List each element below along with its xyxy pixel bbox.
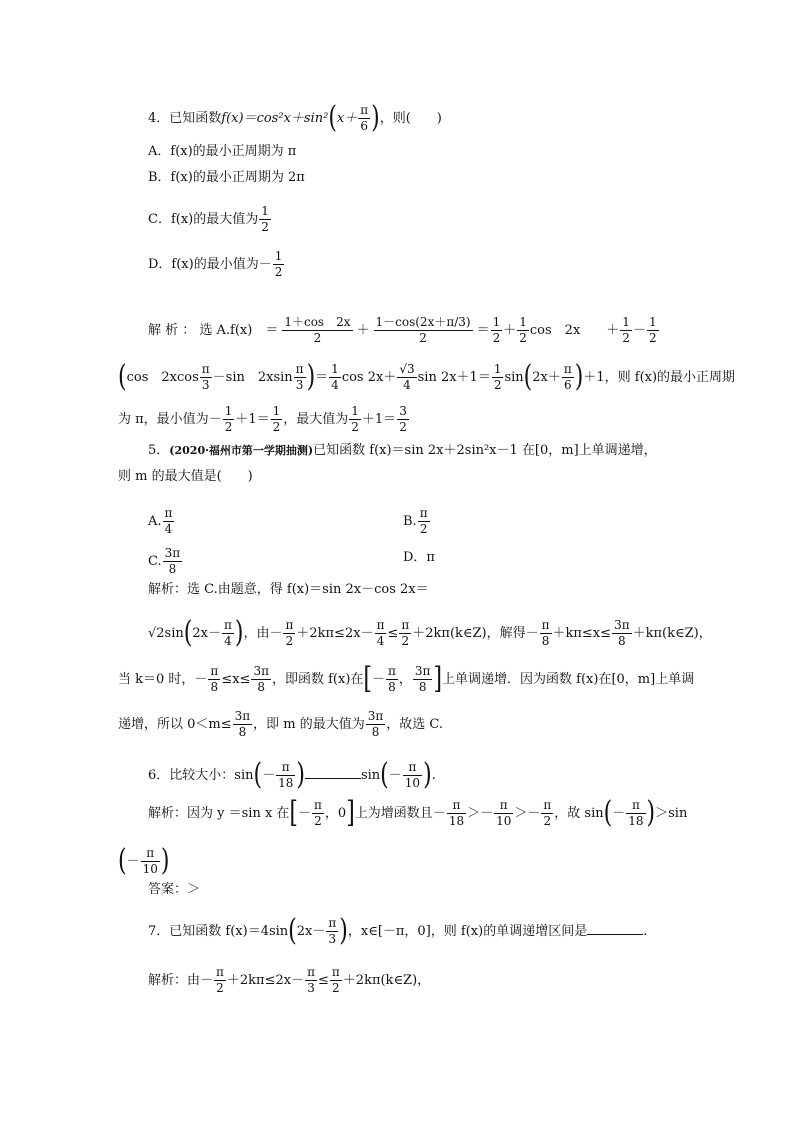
fraction: $\frac{\pi}{18}$ [628, 798, 644, 828]
fraction: $\frac{3\pi}{8}$ [164, 546, 181, 576]
q6-solution-line1: 解析：因为 y ＝sin x 在[－ $\frac{\pi}{2}$ ，0]上为增函数且－ $\frac{\pi}{18}$ ＞－ $\frac{\pi}{10}$ ＞－ $\frac{\pi}{2}$ ，故 sin(－ $\frac{\pi}{18}$ )＞sin [148, 795, 688, 830]
fraction: $\frac{\pi}{4}$ [223, 618, 232, 648]
fraction: $\frac{\pi}{18}$ [448, 798, 465, 828]
fraction: $\frac{1-\cos(2x+\pi/3)}{2}$ [375, 315, 471, 345]
fraction: $\frac{\pi}{8}$ [388, 664, 396, 694]
q5-stem-line2: 则 m 的最大值是( ) [118, 469, 253, 484]
q5-solution-line2: √2sin(2x－ $\frac{\pi}{4}$ )，由－ $\frac{\pi}{2}$ ＋2kπ≤2x－ $\frac{\pi}{4}$ ≤ $\frac{\pi}{2}$ ＋2kπ(k∈Z)，解得－ $\frac{\pi}{8}$ ＋kπ≤x≤ $\frac{3\pi}{8}$ ＋kπ(k∈Z)， [148, 615, 712, 650]
q4-stem-text: 4．已知函数 [148, 111, 222, 126]
q4-stem [148, 100, 442, 135]
q4-fraction: $\frac{\pi}{6}$ [360, 103, 369, 133]
fraction: $\frac{3\pi}{8}$ [414, 664, 431, 694]
q5-solution-line4: 递增，所以 0＜m≤ $\frac{3\pi}{8}$ ，即 m 的最大值为 $\frac{3\pi}{8}$ ，故选 C. [118, 709, 444, 739]
fraction: $\frac{\pi}{2}$ [419, 506, 428, 536]
fraction: $\frac{1}{2}$ [648, 315, 657, 345]
q4-option-d: D．f(x)的最小值为－ $\frac{1}{2}$ [148, 249, 283, 279]
fraction: $\frac{\pi}{2}$ [314, 798, 322, 828]
q4-option-a: A．f(x)的最小正周期为 π [148, 144, 297, 159]
q7-solution-line1: 解析：由－ $\frac{\pi}{2}$ ＋2kπ≤2x－ $\frac{\pi}{3}$ ≤ $\frac{\pi}{2}$ ＋2kπ(k∈Z)， [148, 965, 431, 995]
fraction: $\frac{\pi}{3}$ [201, 362, 210, 392]
fraction: $\frac{1}{2}$ [274, 249, 283, 279]
fraction: $\frac{\pi}{6}$ [563, 362, 572, 392]
q7-stem: 7．已知函数 f(x)＝4sin(2x－ $\frac{\pi}{3}$ )，x∈[－π，0]，则 f(x)的单调递增区间是 . [148, 913, 648, 948]
fraction: $\frac{3\pi}{8}$ [253, 664, 269, 694]
q4-arg: x＋ [336, 111, 358, 126]
fraction: $\frac{\pi}{8}$ [541, 618, 550, 648]
fraction: $\frac{3\pi}{8}$ [367, 709, 384, 739]
fraction: $\frac{\pi}{3}$ [307, 965, 315, 995]
fraction: $\frac{\pi}{2}$ [401, 618, 410, 648]
fraction: $\frac{\pi}{3}$ [295, 362, 304, 392]
fraction: $\frac{1}{2}$ [224, 404, 233, 434]
fraction: $\frac{\pi}{4}$ [376, 618, 385, 648]
paren-open: ( [328, 100, 337, 135]
fraction: $\frac{1}{2}$ [519, 315, 527, 345]
q5-option-d: D．π [403, 550, 435, 565]
fraction: $\frac{1}{2}$ [272, 404, 281, 434]
fraction: $\frac{\pi}{2}$ [543, 798, 552, 828]
answer-blank[interactable] [587, 920, 643, 935]
q4-option-b: B．f(x)的最小正周期为 2π [148, 170, 305, 185]
q6-stem: 6．比较大小：sin(－ $\frac{\pi}{18}$ ) sin(－ $\frac{\pi}{10}$ ). [148, 757, 436, 792]
fraction: $\frac{1}{2}$ [493, 362, 502, 392]
q4-solution-line1: 解 析 ： 选 A.f(x) ＝ $\frac{1+\cos 2x}{2}$ ＋ $\frac{1-\cos(2x+\pi/3)}{2}$ ＝ $\frac{1}{2}$ ＋ $\frac{1}{2}$ cos 2x ＋ $\frac{1}{2}$ － $\frac{1}{2}$ [148, 315, 657, 345]
fraction: $\frac{1}{2}$ [351, 404, 359, 434]
q5-option-c: C. $\frac{3\pi}{8}$ [148, 546, 181, 576]
fraction: $\frac{3\pi}{8}$ [234, 709, 251, 739]
q4-function: f(x)＝cos²x＋sin² [221, 111, 329, 126]
fraction: $\frac{\pi}{18}$ [278, 760, 294, 790]
fraction: $\frac{\pi}{10}$ [496, 798, 512, 828]
q5-option-a: A. $\frac{\pi}{4}$ [148, 506, 173, 536]
fraction: $\frac{√3}{4}$ [399, 362, 415, 392]
q4-option-c: C．f(x)的最大值为 $\frac{1}{2}$ [148, 204, 269, 234]
fraction: $\frac{3\pi}{8}$ [614, 618, 630, 648]
q4-solution-line2: (cos 2xcos $\frac{\pi}{3}$ －sin 2xsin $\frac{\pi}{3}$ )＝ $\frac{1}{4}$ cos 2x＋ $\frac{√3}{4}$ sin 2x＋1＝ $\frac{1}{2}$ sin(2x＋ $\frac{\pi}{6}$ )＋1，则 f(x)的最小正周期 [118, 359, 736, 394]
fraction: $\frac{\pi}{2}$ [331, 965, 340, 995]
fraction: $\frac{1+\cos 2x}{2}$ [284, 315, 351, 345]
fraction: $\frac{\pi}{8}$ [210, 664, 219, 694]
q5-solution-line1: 解析：选 C.由题意，得 f(x)＝sin 2x－cos 2x＝ [148, 582, 429, 597]
q4-stem-end: ，则( ) [379, 111, 442, 126]
q4-solution-line3: 为 π，最小值为－ $\frac{1}{2}$ ＋1＝ $\frac{1}{2}$ ，最大值为 $\frac{1}{2}$ ＋1＝ $\frac{3}{2}$ [118, 404, 407, 434]
fraction: $\frac{1}{2}$ [261, 204, 269, 234]
q5-source: (2020·福州市第一学期抽测) [169, 444, 314, 457]
fraction: $\frac{\pi}{10}$ [404, 760, 421, 790]
fraction: $\frac{1}{2}$ [622, 315, 630, 345]
fraction: $\frac{\pi}{10}$ [142, 846, 158, 876]
fraction: $\frac{3}{2}$ [399, 404, 407, 434]
fraction: $\frac{\pi}{2}$ [216, 965, 224, 995]
fraction: $\frac{1}{2}$ [492, 315, 501, 345]
q6-answer: 答案：＞ [148, 882, 201, 897]
q6-solution-line2: (－ $\frac{\pi}{10}$ ) [118, 843, 170, 878]
answer-blank[interactable] [305, 764, 361, 779]
q5-option-b: B. $\frac{\pi}{2}$ [403, 506, 428, 536]
q5-stem-line1: 5．(2020·福州市第一学期抽测)已知函数 f(x)＝sin 2x＋2sin²x－1 在[0，m]上单调递增， [148, 443, 657, 458]
paren-close: ) [371, 100, 380, 135]
fraction: $\frac{\pi}{3}$ [328, 916, 337, 946]
q5-solution-line3: 当 k＝0 时，－ $\frac{\pi}{8}$ ≤x≤ $\frac{3\pi}{8}$ ，即函数 f(x)在[－ $\frac{\pi}{8}$ ， $\frac{3\pi}{8}$ ]上单调递增．因为函数 f(x)在[0，m]上单调 [118, 661, 695, 696]
fraction: $\frac{1}{4}$ [331, 362, 339, 392]
fraction: $\frac{\pi}{4}$ [164, 506, 173, 536]
fraction: $\frac{\pi}{2}$ [285, 618, 294, 648]
